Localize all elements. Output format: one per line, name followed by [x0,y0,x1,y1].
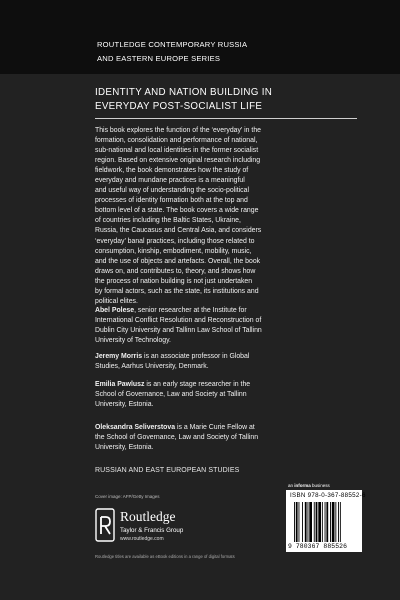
description-line: everyday and mundane practices is a meaningful [95,177,245,185]
description-line: bottom level of a state. The book covers a wide range [95,207,259,215]
cover-image-credit: Cover image: AFP/Getty Images [95,494,160,499]
informa-prefix: an [288,483,295,488]
description-line: ‘everyday’ banal practices, including those related to [95,237,255,245]
bio-text: is an early stage researcher in the [144,381,251,388]
editor-bio [95,423,353,453]
informa-brand: informa [294,483,311,488]
description-line: and the use of objects and artefacts. Overall, the book [95,257,261,265]
publisher-url: www.routledge.com [120,536,164,542]
description-line: formation, consolidation and performance of national, [95,137,258,145]
barcode-number: 9 780367 885526 [288,543,348,550]
informa-suffix: business [310,483,330,488]
bio-line: International Conflict Resolution and Reconstruction of [95,317,262,325]
bio-line: Studies, Aarhus University, Denmark. [95,363,209,371]
description-line: fieldwork, the book demonstrates how the study of [95,167,249,175]
title-line: IDENTITY AND NATION BUILDING IN [95,87,273,98]
bio-line [95,423,353,433]
isbn-label: ISBN 978-0-367-88552-6 [290,492,366,499]
title-line: EVERYDAY POST-SOCIALIST LIFE [95,101,263,112]
subject-category: RUSSIAN AND EAST EUROPEAN STUDIES [95,467,240,474]
bio-line: Dublin City University and Tallinn Law School of Tallinn [95,327,262,335]
bio-text: is a Marie Curie Fellow at [175,424,255,431]
publisher-subtitle: Taylor & Francis Group [120,527,184,534]
isbn-barcode [286,490,366,552]
book-description [95,126,353,307]
bio-line: University, Estonia. [95,444,154,452]
title-divider [95,118,357,119]
bio-text: , senior researcher at the Institute for [134,307,247,314]
book-title [95,86,365,114]
informa-tagline [288,483,330,488]
series-line: ROUTLEDGE CONTEMPORARY RUSSIA [97,40,248,49]
description-line: draws on, and contributes to, theory, and shows how [95,267,256,275]
description-line: Russia, the Caucasus and Central Asia, and considers [95,227,262,235]
editor-bio [95,380,353,410]
ebook-notice: Routledge titles are available as eBook editions in a range of digital formats [95,554,235,559]
description-line: consumption, kinship, embodiment, mobility, music, [95,247,252,255]
description-line: and useful way of understanding the socio-political [95,187,249,195]
bio-line [95,352,353,362]
bio-line: School of Governance, Law and Society at Tallinn [95,391,247,399]
editor-name: Emilia Pawlusz [95,381,145,388]
editor-bio [95,306,353,346]
editor-name: Jeremy Morris [95,353,143,360]
description-line: by formal actors, such as the state, its institutions and [95,287,259,295]
description-line: political elites. [95,297,138,305]
series-line: AND EASTERN EUROPE SERIES [97,54,221,63]
bio-line: University of Technology. [95,337,171,345]
bio-line [95,380,353,390]
editor-bio [95,352,353,372]
publisher-name: Routledge [120,509,176,524]
editor-name: Oleksandra Seliverstova [95,424,176,431]
bio-line: the School of Governance, Law and Society of Tallinn [95,434,259,442]
description-line: sub-national and local identities in the former socialist [95,147,259,155]
barcode-bars-icon [294,502,356,542]
description-line: This book explores the function of the ‘everyday’ in the [95,127,261,134]
description-line: of countries including the Baltic States, Ukraine, [95,217,241,225]
bio-line: University, Estonia. [95,401,154,409]
description-line: the process of nation building is not just undertaken [95,277,253,285]
series-title [97,38,357,66]
description-line: processes of identity formation both at the top and [95,197,248,205]
description-line: region. Based on extensive original research including [95,157,261,165]
bio-line [95,306,353,316]
bio-text: is an associate professor in Global [142,353,250,360]
routledge-logo-icon [95,508,115,542]
editor-name: Abel Polese [95,307,135,314]
